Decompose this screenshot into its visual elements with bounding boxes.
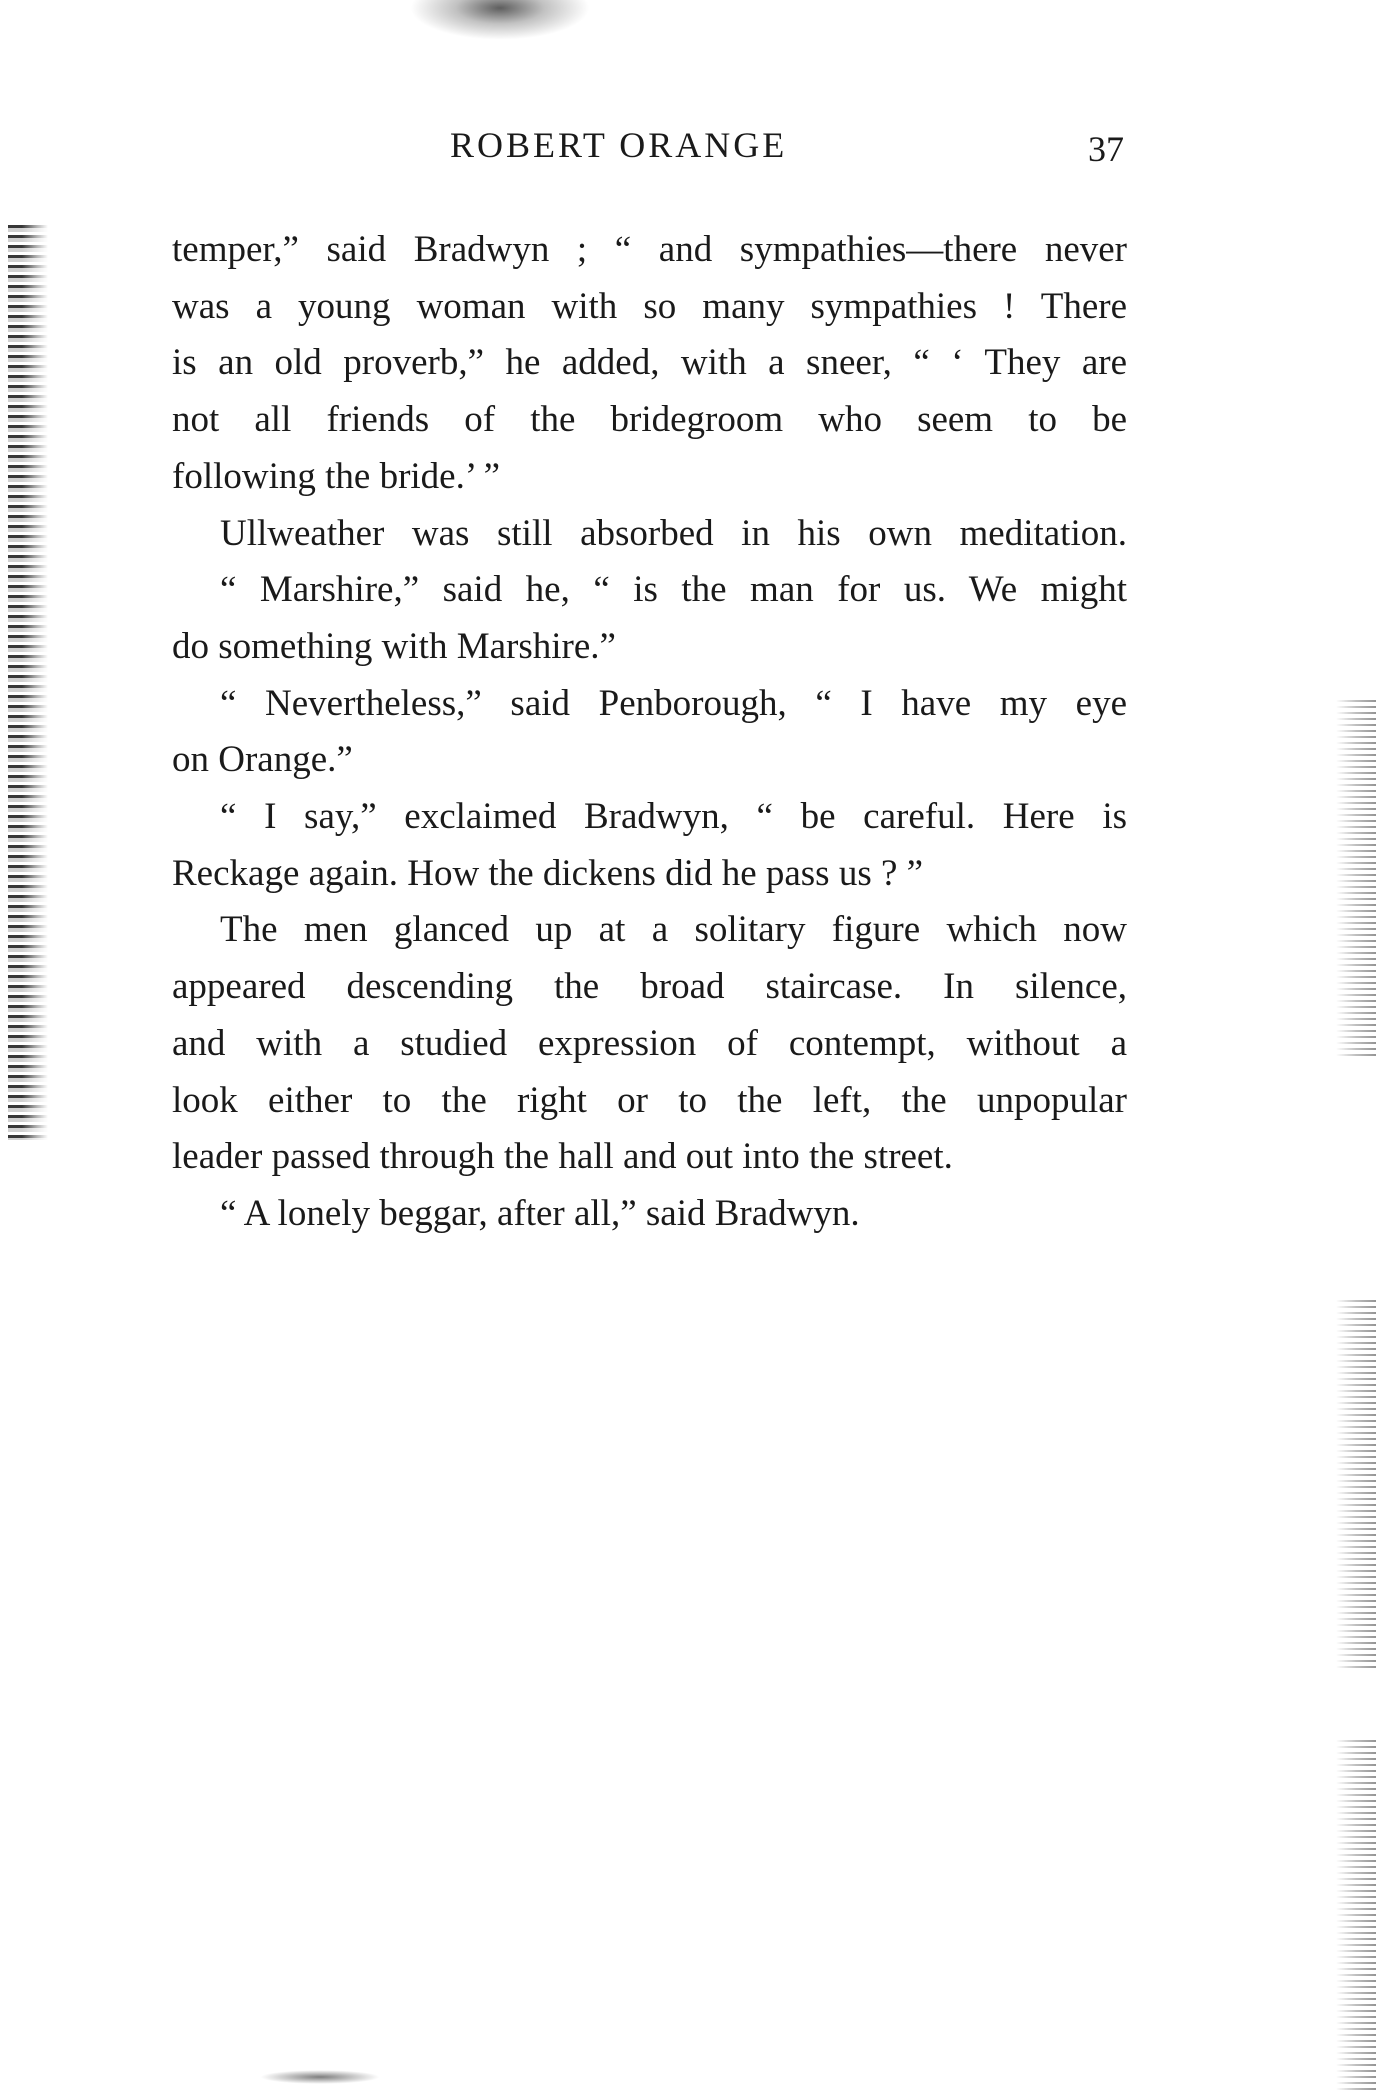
- scan-smudge-top: [410, 0, 590, 40]
- scan-edge-right-middle: [1336, 1300, 1376, 1670]
- text-line: on Orange.”: [172, 739, 353, 781]
- text-line: Ullweather was still absorbed in his own meditation.: [220, 512, 1127, 554]
- text-line: “ Marshire,” said he, “ is the man for us. We might: [220, 569, 1127, 611]
- text-line: is an old proverb,” he added, with a sneer, “ ‘ They are: [172, 342, 1127, 384]
- text-line: was a young woman with so many sympathies ! There: [172, 285, 1127, 327]
- text-line: and with a studied expression of contempt, without a: [172, 1022, 1127, 1064]
- text-line: look either to the right or to the left, the unpopular: [172, 1079, 1127, 1121]
- running-title: ROBERT ORANGE: [450, 125, 788, 165]
- text-line: following the bride.’ ”: [172, 455, 501, 497]
- text-line: “ A lonely beggar, after all,” said Bradwyn.: [220, 1192, 860, 1234]
- running-header: [0, 124, 1376, 184]
- text-line: temper,” said Bradwyn ; “ and sympathies—there never: [172, 229, 1127, 270]
- text-line: “ Nevertheless,” said Penborough, “ I have my eye: [220, 682, 1127, 724]
- text-line: The men glanced up at a solitary figure which now: [220, 909, 1127, 951]
- body-text: [172, 222, 1127, 1243]
- text-line: “ I say,” exclaimed Bradwyn, “ be careful. Here is: [220, 796, 1127, 838]
- scan-edge-right-lower: [1336, 1740, 1376, 2094]
- text-line: not all friends of the bridegroom who seem to be: [172, 399, 1127, 441]
- scan-smudge-bottom: [260, 2070, 380, 2084]
- page-number: 37: [1088, 129, 1124, 169]
- text-line: Reckage again. How the dickens did he pass us ? ”: [172, 852, 924, 894]
- scan-edge-left: [8, 225, 48, 1140]
- text-line: leader passed through the hall and out into the street.: [172, 1136, 953, 1178]
- text-line: appeared descending the broad staircase. In silence,: [172, 966, 1127, 1008]
- text-line: do something with Marshire.”: [172, 625, 616, 667]
- scan-edge-right-upper: [1336, 700, 1376, 1060]
